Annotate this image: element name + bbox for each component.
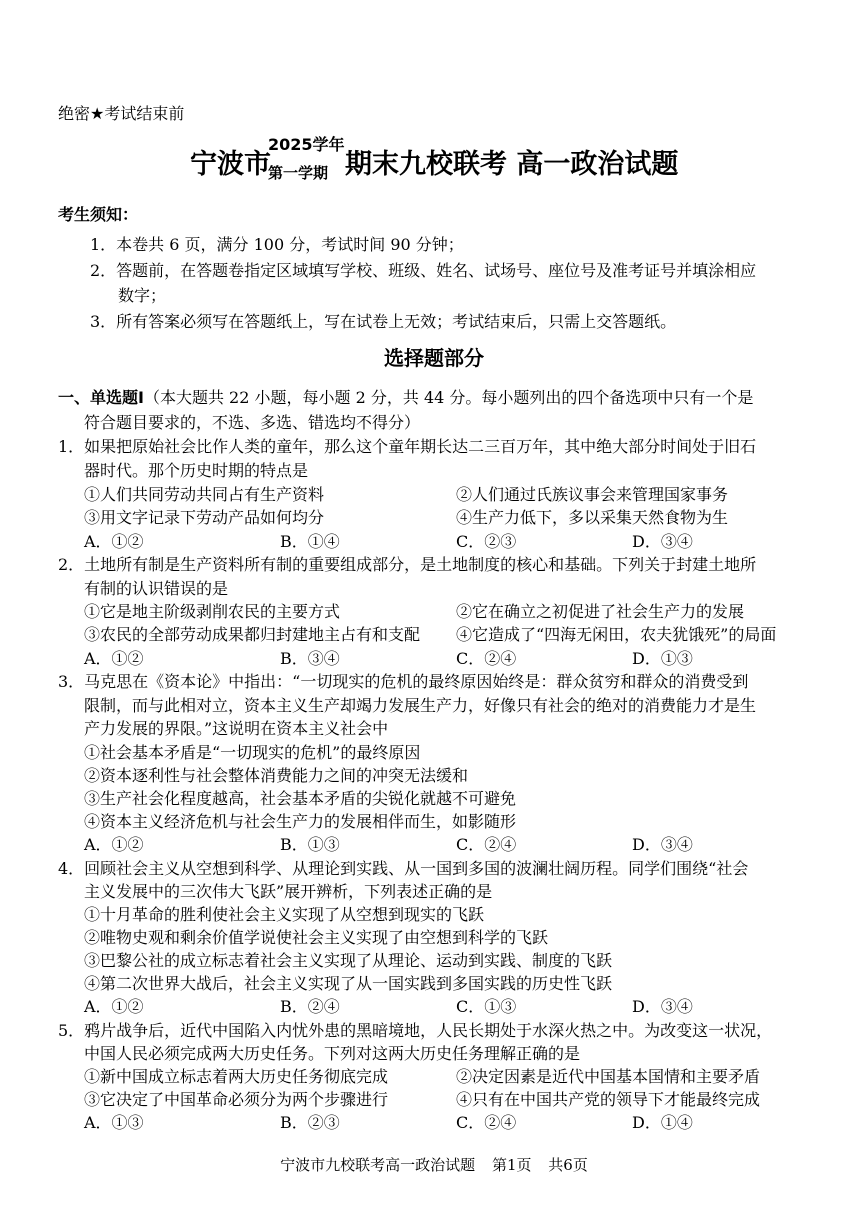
section-title: 选择题部分: [384, 346, 484, 370]
title-year: 2025学年: [268, 135, 345, 154]
q2-stem-cont: 有制的认识错误的是: [84, 579, 229, 598]
part-description-cont: 符合题目要求的，不选、多选、错选均不得分）: [84, 413, 421, 432]
q3-stem-cont-2: 产力发展的界限。”这说明在资本主义社会中: [84, 719, 389, 738]
q3-choice-b: B．①③: [280, 835, 340, 854]
q4-stem: 4．回顾社会主义从空想到科学、从理论到实践、从一国到多国的波澜壮阔历程。同学们围绕“社会: [58, 859, 749, 878]
q4-option-4: ④第二次世界大战后，社会主义实现了从一国实践到多国实践的历史性飞跃: [84, 974, 613, 993]
title-main: 期末九校联考 高一政治试题: [345, 149, 679, 180]
q3-option-1: ①社会基本矛盾是“一切现实的危机”的最终原因: [84, 743, 421, 762]
q3-choice-d: D．③④: [632, 835, 693, 854]
part-description: （本大题共 22 小题，每小题 2 分，共 44 分。每小题列出的四个备选项中只有一个是: [143, 388, 754, 407]
page-footer: [0, 1154, 868, 1175]
q5-choice-a: A．①③: [84, 1113, 144, 1132]
q2-option-2: ②它在确立之初促进了社会生产力的发展: [456, 602, 745, 621]
q4-choice-b: B．②④: [280, 997, 340, 1016]
q4-choice-c: C．①③: [456, 997, 517, 1016]
q3-choice-c: C．②④: [456, 835, 517, 854]
q2-choice-d: D．①③: [632, 649, 693, 668]
part-heading: [58, 385, 753, 408]
q5-stem: 5．鸦片战争后，近代中国陷入内忧外患的黑暗境地，人民长期处于水深火热之中。为改变这一状况，: [58, 1021, 773, 1040]
q1-choice-c: C．②③: [456, 532, 517, 551]
q3-choice-a: A．①②: [84, 835, 144, 854]
title-city: 宁波市: [190, 149, 271, 180]
q2-option-3: ③农民的全部劳动成果都归封建地主占有和支配: [84, 625, 421, 644]
q3-option-4: ④资本主义经济危机与社会生产力的发展相伴而生，如影随形: [84, 812, 517, 831]
footer-page-number: 第1页: [491, 1156, 532, 1174]
q2-choice-a: A．①②: [84, 649, 144, 668]
notes-heading: 考生须知：: [58, 205, 139, 224]
q5-option-4: ④只有在中国共产党的领导下才能最终完成: [456, 1090, 761, 1109]
q2-option-1: ①它是地主阶级剥削农民的主要方式: [84, 602, 341, 621]
part-label: 一、单选题Ⅰ: [58, 388, 144, 407]
q1-option-2: ②人们通过氏族议事会来管理国家事务: [456, 485, 729, 504]
q1-option-4: ④生产力低下，多以采集天然食物为生: [456, 508, 729, 527]
q1-stem-cont: 器时代。那个历史时期的特点是: [84, 461, 309, 480]
note-1: 1．本卷共 6 页，满分 100 分，考试时间 90 分钟；: [90, 235, 464, 254]
q1-option-3: ③用文字记录下劳动产品如何均分: [84, 508, 325, 527]
q4-choice-d: D．③④: [632, 997, 693, 1016]
q1-choice-a: A．①②: [84, 532, 144, 551]
q1-choice-d: D．③④: [632, 532, 693, 551]
q5-option-2: ②决定因素是近代中国基本国情和主要矛盾: [456, 1067, 761, 1086]
q3-option-3: ③生产社会化程度越高，社会基本矛盾的尖锐化就越不可避免: [84, 789, 517, 808]
q2-choice-b: B．③④: [280, 649, 340, 668]
q2-stem: 2．土地所有制是生产资料所有制的重要组成部分，是土地制度的核心和基础。下列关于封建土地所: [58, 555, 757, 574]
title-semester: 第一学期: [268, 164, 329, 182]
footer-title: 宁波市九校联考高一政治试题: [280, 1156, 476, 1174]
q5-choice-d: D．①④: [632, 1113, 693, 1132]
q3-stem-cont-1: 限制，而与此相对立，资本主义生产却竭力发展生产力，好像只有社会的绝对的消费能力才是生: [84, 696, 757, 715]
q1-option-1: ①人们共同劳动共同占有生产资料: [84, 485, 325, 504]
q5-option-1: ①新中国成立标志着两大历史任务彻底完成: [84, 1067, 389, 1086]
q1-choice-b: B．①④: [280, 532, 340, 551]
q3-stem: 3．马克思在《资本论》中指出：“一切现实的危机的最终原因始终是：群众贫穷和群众的消费受到: [58, 672, 749, 691]
q4-option-2: ②唯物史观和剩余价值学说使社会主义实现了由空想到科学的飞跃: [84, 928, 549, 947]
confidential-label: 绝密★考试结束前: [58, 104, 185, 123]
note-3: 3．所有答案必须写在答题纸上，写在试卷上无效；考试结束后，只需上交答题纸。: [90, 312, 677, 331]
exam-title: [0, 128, 868, 188]
q4-option-1: ①十月革命的胜利使社会主义实现了从空想到现实的飞跃: [84, 905, 485, 924]
q5-option-3: ③它决定了中国革命必须分为两个步骤进行: [84, 1090, 389, 1109]
q2-option-4: ④它造成了“四海无闲田，农夫犹饿死”的局面: [456, 625, 777, 644]
q5-stem-cont: 中国人民必须完成两大历史任务。下列对这两大历史任务理解正确的是: [84, 1044, 581, 1063]
q3-option-2: ②资本逐利性与社会整体消费能力之间的冲突无法缓和: [84, 766, 469, 785]
note-2-cont: 数字；: [118, 286, 167, 305]
q4-choice-a: A．①②: [84, 997, 144, 1016]
q4-option-3: ③巴黎公社的成立标志着社会主义实现了从理论、运动到实践、制度的飞跃: [84, 951, 613, 970]
footer-total-pages: 共6页: [548, 1156, 588, 1174]
q5-choice-c: C．②④: [456, 1113, 517, 1132]
note-2: 2．答题前，在答题卷指定区域填写学校、班级、姓名、试场号、座位号及准考证号并填涂相应: [90, 261, 757, 280]
q1-stem: 1．如果把原始社会比作人类的童年，那么这个童年期长达二三百万年，其中绝大部分时间处于旧石: [58, 437, 757, 456]
q2-choice-c: C．②④: [456, 649, 517, 668]
q4-stem-cont: 主义发展中的三次伟大飞跃”展开辨析，下列表述正确的是: [84, 882, 493, 901]
q5-choice-b: B．②③: [280, 1113, 340, 1132]
